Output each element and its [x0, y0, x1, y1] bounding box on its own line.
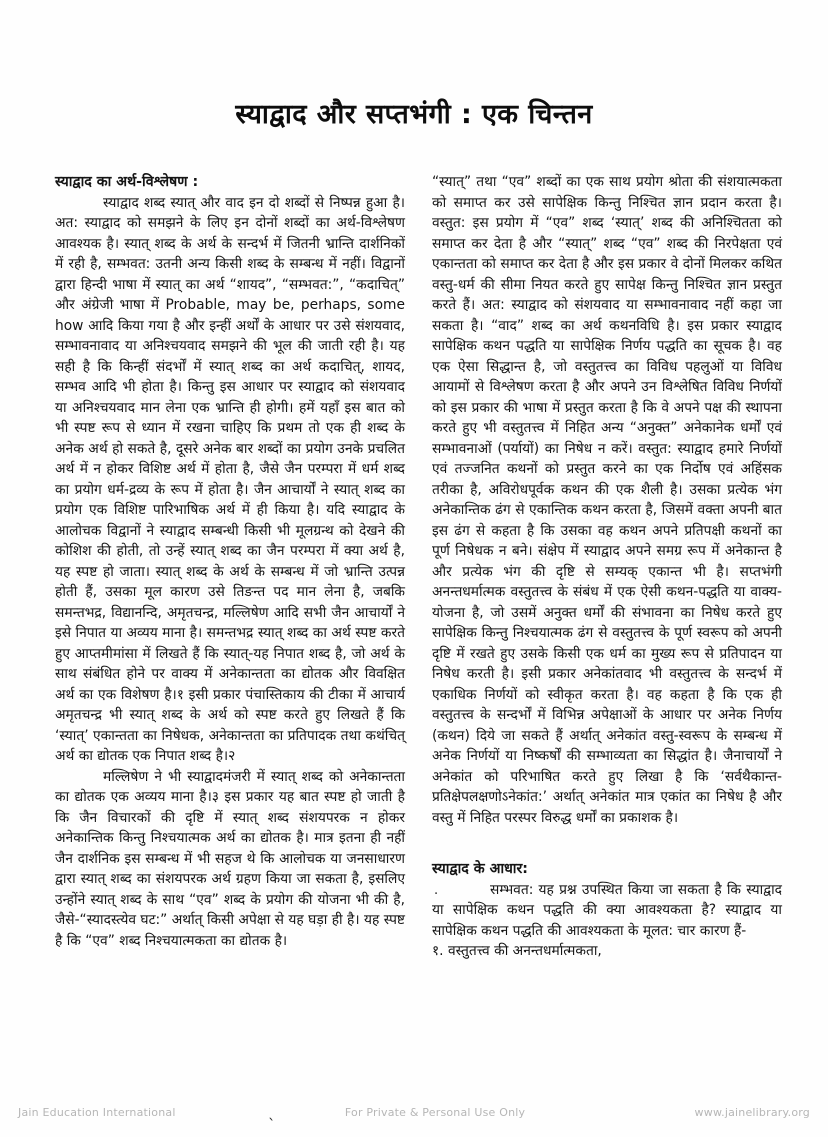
paragraph-right-2-text: सम्भवत: यह प्रश्न उपस्थित किया जा सकता है कि स्याद्वाद या सापेक्षिक कथन पद्धति की क्या आवश्यकता है? स्याद्वाद या सापेक्षिक कथन पद्धति की आवश्यकता के मूलत: चार कारण हैं-: [432, 881, 782, 939]
footer: [0, 1106, 828, 1119]
footer-publisher: Jain Education International: [18, 1106, 176, 1119]
footer-usage-note: For Private & Personal Use Only: [344, 1106, 526, 1119]
section-heading-basis-of-syadvada: स्याद्वाद के आधार:: [432, 861, 528, 877]
paragraph-right-2: [432, 880, 782, 942]
paragraph-left-2: मल्लिषेण ने भी स्याद्वादमंजरी में स्यात् शब्द को अनेकान्तता का द्योतक एक अव्यय माना है।३ इस प्रकार यह बात स्पष्ट हो जाती है कि जैन विचारकों की दृष्टि में स्यात् शब्द संशयपरक न होकर अनेकान्तिक किन्तु निश्चयात्मक अर्थ का द्योतक है। मात्र इतना ही नहीं जैन दार्शनिक इस सम्बन्ध में भी सहज थे कि आलोचक या जनसाधारण द्वारा स्यात् शब्द का संशयपरक अर्थ ग्रहण किया जा सकता है, इसलिए उन्होंने स्यात् शब्द के साथ “एव” शब्द के प्रयोग की योजना भी की है, जैसे-“स्यादस्त्येव घट:” अर्थात् किसी अपेक्षा से यह घड़ा ही है। यह स्पष्ट है कि “एव” शब्द निश्चयात्मकता का द्योतक है।: [55, 768, 405, 949]
scan-artifact-mark: `: [268, 1116, 276, 1134]
section-heading-meaning-analysis: स्याद्वाद का अर्थ-विश्लेषण :: [55, 174, 199, 190]
scan-artifact-dot: .: [434, 882, 439, 898]
footer-website: www.jainelibrary.org: [694, 1106, 810, 1119]
list-item-1: १. वस्तुतत्त्व की अनन्तधर्मात्मकता,: [432, 943, 602, 959]
right-column: [432, 172, 782, 962]
paragraph-right-1: “स्यात्” तथा “एव” शब्दों का एक साथ प्रयोग श्रोता की संशयात्मकता को समाप्त कर उसे सापेक्षिक किन्तु निश्चित ज्ञान प्रदान करता है। वस्तुत: इस प्रयोग में “एव” शब्द ‘स्यात्’ शब्द की अनिश्चितता को समाप्त कर देता है और “स्यात्” शब्द “एव” शब्द की निरपेक्षता एवं एकान्तता को समाप्त कर देता है और इस प्रकार वे दोनों मिलकर कथित वस्तु-धर्म की सीमा नियत करते हुए सापेक्ष किन्तु निश्चित ज्ञान प्रस्तुत करते हैं। अत: स्याद्वाद को संशयवाद या सम्भावनावाद नहीं कहा जा सकता है। “वाद” शब्द का अर्थ कथनविधि है। इस प्रकार स्याद्वाद सापेक्षिक कथन पद्धति या सापेक्षिक निर्णय पद्धति का सूचक है। वह एक ऐसा सिद्धान्त है, जो वस्तुतत्त्व का विविध पहलुओं या विविध आयामों से विश्लेषण करता है और अपने उन विश्लेषित विविध निर्णयों को इस प्रकार की भाषा में प्रस्तुत करता है कि वे अपने पक्ष की स्थापना करते हुए भी वस्तुतत्त्व में निहित अन्य “अनुक्त” अनेकानेक धर्मों एवं सम्भावनाओं (पर्यायों) का निषेध न करें। वस्तुत: स्याद्वाद हमारे निर्णयों एवं तज्जनित कथनों को प्रस्तुत करने का एक निर्दोष एवं अहिंसक तरीका है, अविरोधपूर्वक कथन की एक शैली है। उसका प्रत्येक भंग अनेकान्तिक ढंग से एकान्तिक कथन करता है, जिसमें वक्ता अपनी बात इस ढंग से कहता है कि उसका वह कथन अपने प्रतिपक्षी कथनों का पूर्ण निषेधक न बने। संक्षेप में स्याद्वाद अपने समग्र रूप में अनेकान्त है और प्रत्येक भंग की दृष्टि से सम्यक् एकान्त भी है। सप्तभंगी अनन्तधर्मात्मक वस्तुतत्त्व के संबंध में एक ऐसी कथन-पद्धति या वाक्य-योजना है, जो उसमें अनुक्त धर्मों की संभावना का निषेध करते हुए सापेक्षिक किन्तु निश्चयात्मक ढंग से वस्तुतत्त्व के पूर्ण स्वरूप को अपनी दृष्टि में रखते हुए उसके किसी एक धर्म का मुख्य रूप से प्रतिपादन या निषेध करती है। इसी प्रकार अनेकांतवाद भी वस्तुतत्त्व के सन्दर्भ में एकाधिक निर्णयों को स्वीकृत करता है। वह कहता है कि एक ही वस्तुतत्त्व के सन्दर्भों में विभिन्न अपेक्षाओं के आधार पर अनेक निर्णय (कथन) दिये जा सकते हैं अर्थात् अनेकांत वस्तु-स्वरूप के सम्बन्ध में अनेक निर्णयों या निष्कर्षों की सम्भाव्यता का सिद्धांत है। जैनाचार्यों ने अनेकांत को परिभाषित करते हुए लिखा है कि ‘सर्वथैकान्त- प्रतिक्षेपलक्षणोऽनेकांत:’ अर्थात् अनेकांत मात्र एकांत का निषेध है और वस्तु में निहित परस्पर विरुद्ध धर्मों का प्रकाशक है।: [432, 174, 782, 826]
page-title: स्याद्वाद और सप्तभंगी : एक चिन्तन: [235, 99, 593, 130]
left-column: [55, 172, 405, 962]
paragraph-left-1: स्याद्वाद शब्द स्यात् और वाद इन दो शब्दों से निष्पन्न हुआ है। अत: स्याद्वाद को समझने के लिए इन दोनों शब्दों का अर्थ-विश्लेषण आवश्यक है। स्यात् शब्द के अर्थ के सन्दर्भ में जितनी भ्रान्ति दार्शनिकों में रही है, सम्भवत: उतनी अन्य किसी शब्द के सम्बन्ध में नहीं। विद्वानों द्वारा हिन्दी भाषा में स्यात् का अर्थ “शायद”, “सम्भवत:”, “कदाचित्” और अंग्रेजी भाषा में Probable, may be, perhaps, some how आदि किया गया है और इन्हीं अर्थों के आधार पर उसे संशयवाद, सम्भावनावाद या अनिश्चयवाद समझने की भूल की जाती रही है। यह सही है कि किन्हीं संदर्भों में स्यात् शब्द का अर्थ कदाचित्, शायद, सम्भव आदि भी होता है। किन्तु इस आधार पर स्याद्वाद को संशयवाद या अनिश्चयवाद मान लेना एक भ्रान्ति ही होगी। हमें यहाँ इस बात को भी स्पष्ट रूप से ध्यान में रखना चाहिए कि प्रथम तो एक ही शब्द के अनेक अर्थ हो सकते है, दूसरे अनेक बार शब्दों का प्रयोग उनके प्रचलित अर्थ में न होकर विशिष्ट अर्थ में होता है, जैसे जैन परम्परा में धर्म शब्द का प्रयोग धर्म-द्रव्य के रूप में होता है। जैन आचार्यों ने स्यात् शब्द का प्रयोग एक विशिष्ट पारिभाषिक अर्थ में ही किया है। यदि स्याद्वाद के आलोचक विद्वानों ने स्याद्वाद सम्बन्धी किसी भी मूलग्रन्थ को देखने की कोशिश की होती, तो उन्हें स्यात् शब्द का जैन परम्परा में क्या अर्थ है, यह स्पष्ट हो जाता। स्यात् शब्द के अर्थ के सम्बन्ध में जो भ्रान्ति उत्पन्न होती हैं, उसका मूल कारण उसे तिङन्त पद मान लेना है, जबकि समन्तभद्र, विद्यानन्दि, अमृतचन्द्र, मल्लिषेण आदि सभी जैन आचार्यों ने इसे निपात या अव्यय माना है। समन्तभद्र स्यात् शब्द का अर्थ स्पष्ट करते हुए आप्तमीमांसा में लिखते हैं कि स्यात्-यह निपात शब्द है, जो अर्थ के साथ संबंधित होने पर वाक्य में अनेकान्तता का द्योतक और विवक्षित अर्थ का एक विशेषण है।१ इसी प्रकार पंचास्तिकाय की टीका में आचार्य अमृतचन्द्र भी स्यात् शब्द के अर्थ को स्पष्ट करते हुए लिखते हैं कि ‘स्यात्’ एकान्तता का निषेधक, अनेकान्तता का प्रतिपादक तथा कथंचित् अर्थ का द्योतक एक निपात शब्द है।२: [55, 194, 405, 764]
two-column-body: [55, 172, 782, 962]
